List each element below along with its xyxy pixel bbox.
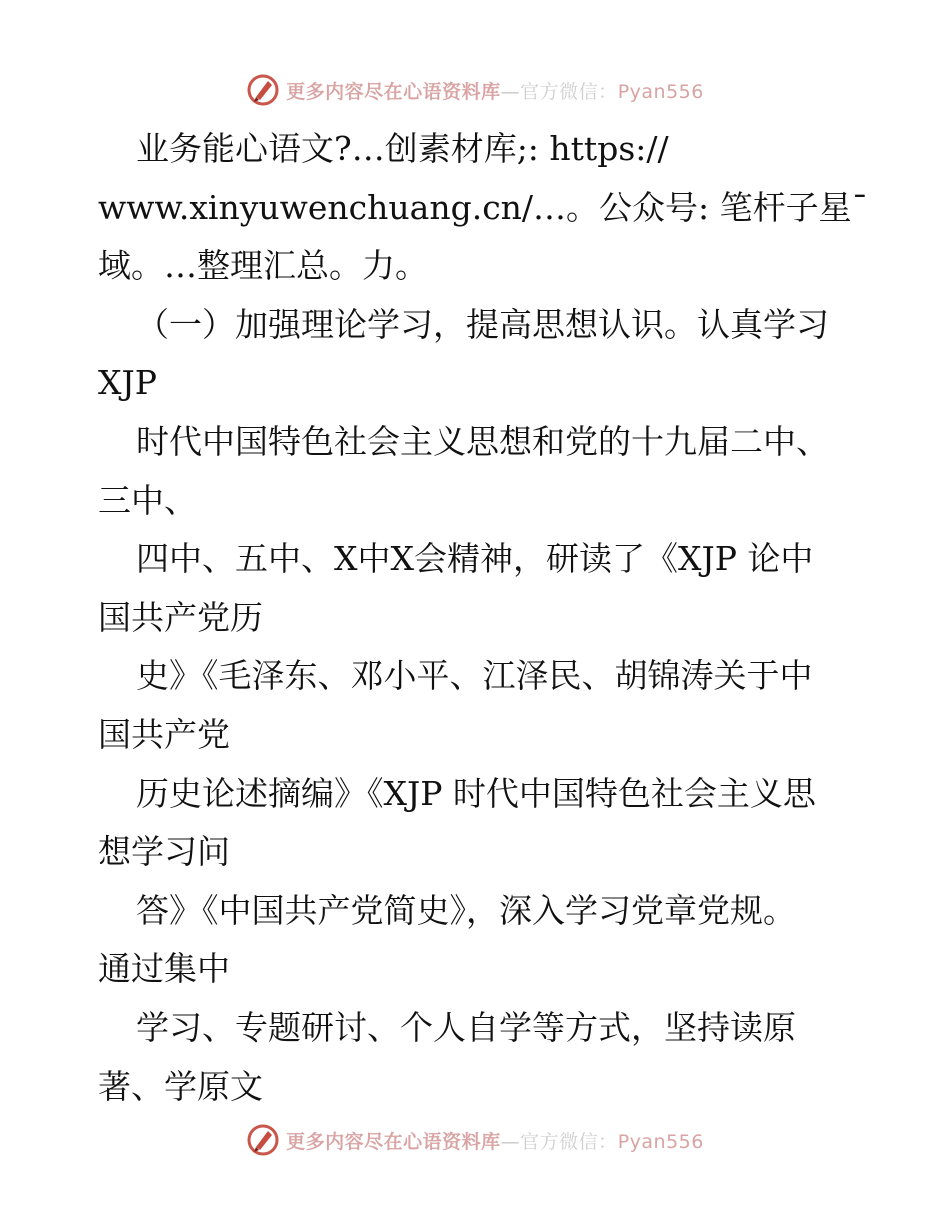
watermark-wechat-id: Pyan556	[617, 80, 704, 103]
body-line: 学习、专题研讨、个人自学等方式，坚持读原	[136, 1007, 796, 1047]
watermark-wechat-label: 官方微信：	[520, 1130, 618, 1153]
body-line: 史》《毛泽东、邓小平、江泽民、胡锦涛关于中	[136, 656, 813, 696]
watermark-site-text: 更多内容尽在心语资料库	[286, 1130, 501, 1153]
body-line: XJP	[98, 363, 157, 403]
body-line: 国共产党历	[98, 597, 263, 637]
header-watermark	[0, 70, 950, 110]
body-line: 域。…整理汇总。力。	[98, 246, 428, 286]
document-body	[98, 120, 869, 1116]
body-line: www.xinyuwenchuang.cn/…。公众号: 笔杆子星¯	[98, 187, 869, 227]
body-line: 时代中国特色社会主义思想和党的十九届二中、	[136, 421, 829, 461]
body-line: 著、学原文	[98, 1066, 263, 1106]
body-line: 答》《中国共产党简史》，深入学习党章党规。	[136, 890, 796, 930]
body-line: 历史论述摘编》《XJP 时代中国特色社会主义思	[136, 773, 816, 813]
watermark-dash: —	[500, 80, 521, 103]
pen-logo-icon	[246, 73, 280, 107]
body-line: 四中、五中、X中X会精神，研读了《XJP 论中	[136, 539, 814, 579]
watermark-text	[286, 77, 704, 104]
body-line: 国共产党	[98, 714, 230, 754]
watermark-wechat-label: 官方微信：	[520, 80, 618, 103]
body-line: 想学习问	[98, 832, 230, 872]
footer-watermark	[0, 1120, 950, 1160]
watermark-wechat-id: Pyan556	[617, 1130, 704, 1153]
watermark-site-text: 更多内容尽在心语资料库	[286, 80, 501, 103]
body-line: 业务能心语文?…创素材库;: https://	[136, 129, 669, 168]
watermark-dash: —	[500, 1130, 521, 1153]
body-line: 通过集中	[98, 949, 230, 989]
body-line: （一）加强理论学习，提高思想认识。认真学习	[136, 304, 829, 344]
pen-logo-icon	[246, 1123, 280, 1157]
body-line: 三中、	[98, 480, 197, 520]
watermark-text	[286, 1127, 704, 1154]
